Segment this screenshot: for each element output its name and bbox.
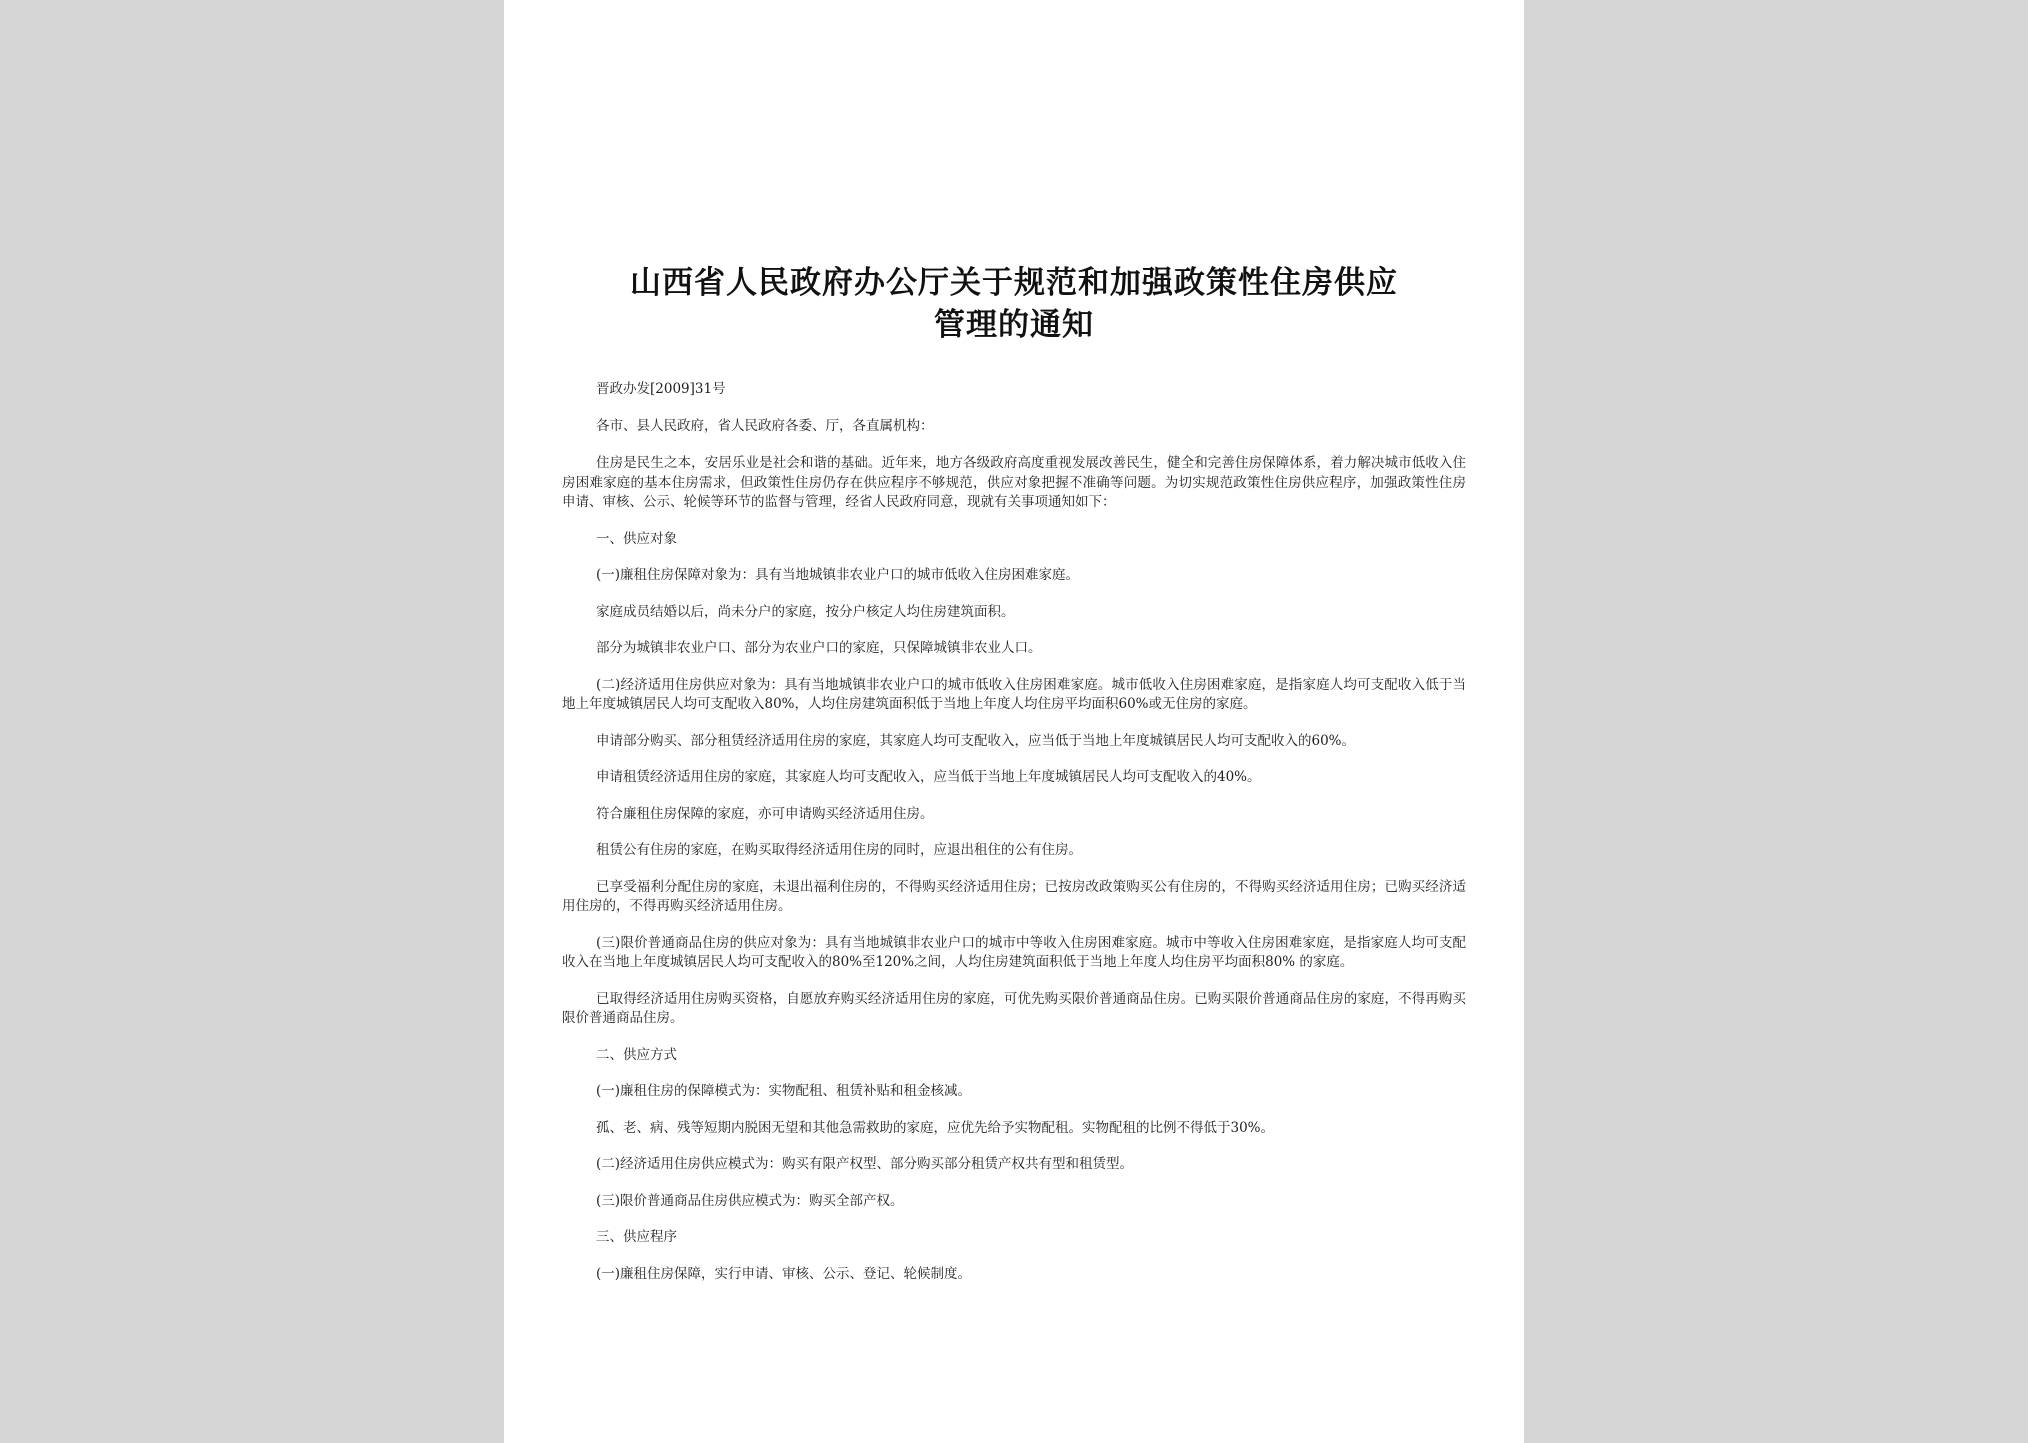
paragraph: 孤、老、病、残等短期内脱困无望和其他急需救助的家庭，应优先给予实物配租。实物配租的比例不得低于30%。: [596, 1119, 1275, 1136]
title-line-1: 山西省人民政府办公厅关于规范和加强政策性住房供应: [630, 265, 1398, 301]
paragraph: 申请部分购买、部分租赁经济适用住房的家庭，其家庭人均可支配收入，应当低于当地上年度城镇居民人均可支配收入的60%。: [596, 732, 1356, 749]
paragraph: (三)限价普通商品住房的供应对象为：具有当地城镇非农业户口的城市中等收入住房困难家庭。城市中等收入住房困难家庭，是指家庭人均可支配收入在当地上年度城镇居民人均可支配收入的80%至120%之间，人均住房建筑面积低于当地上年度人均住房平均面积80% 的家庭。: [562, 934, 1466, 970]
paragraph: 家庭成员结婚以后，尚未分户的家庭，按分户核定人均住房建筑面积。: [596, 603, 1015, 620]
salutation: 各市、县人民政府，省人民政府各委、厅，各直属机构：: [596, 418, 934, 434]
section-heading-supply-methods: 二、供应方式: [596, 1046, 677, 1063]
paragraph: (二)经济适用住房供应模式为：购买有限产权型、部分购买部分租赁产权共有型和租赁型。: [596, 1156, 1134, 1172]
document-body: [562, 454, 1466, 1284]
paragraph: 申请租赁经济适用住房的家庭，其家庭人均可支配收入，应当低于当地上年度城镇居民人均可支配收入的40%。: [596, 769, 1261, 785]
paragraph: (二)经济适用住房供应对象为：具有当地城镇非农业户口的城市低收入住房困难家庭。城市低收入住房困难家庭，是指家庭人均可支配收入低于当地上年度城镇居民人均可支配收入80%，人均住房建筑面积低于当地上年度人均住房平均面积60%或无住房的家庭。: [562, 676, 1466, 712]
paragraph: (一)廉租住房保障，实行申请、审核、公示、登记、轮候制度。: [596, 1265, 972, 1282]
section-heading-supply-targets: 一、供应对象: [596, 530, 677, 547]
paragraph: (一)廉租住房保障对象为：具有当地城镇非农业户口的城市低收入住房困难家庭。: [596, 567, 1080, 583]
paragraph: 已享受福利分配住房的家庭，未退出福利住房的，不得购买经济适用住房；已按房改政策购买公有住房的，不得购买经济适用住房；已购买经济适用住房的，不得再购买经济适用住房。: [562, 878, 1466, 914]
section-heading-supply-procedure: 三、供应程序: [596, 1229, 677, 1245]
paragraph: (一)廉租住房的保障模式为：实物配租、租赁补贴和租金核减。: [596, 1083, 972, 1099]
paragraph: 符合廉租住房保障的家庭，亦可申请购买经济适用住房。: [596, 805, 934, 822]
document-page: [504, 0, 1524, 1443]
paragraph: 租赁公有住房的家庭，在购买取得经济适用住房的同时，应退出租住的公有住房。: [596, 842, 1082, 858]
paragraph: 已取得经济适用住房购买资格，自愿放弃购买经济适用住房的家庭，可优先购买限价普通商品住房。已购买限价普通商品住房的家庭，不得再购买限价普通商品住房。: [562, 990, 1466, 1026]
paragraph: 部分为城镇非农业户口、部分为农业户口的家庭，只保障城镇非农业人口。: [596, 640, 1042, 656]
paragraph-intro: 住房是民生之本，安居乐业是社会和谐的基础。近年来，地方各级政府高度重视发展改善民生，健全和完善住房保障体系，着力解决城市低收入住房困难家庭的基本住房需求，但政策性住房仍存在供应程序不够规范，供应对象把握不准确等问题。为切实规范政策性住房供应程序，加强政策性住房申请、审核、公示、轮候等环节的监督与管理，经省人民政府同意，现就有关事项通知如下：: [562, 455, 1466, 510]
paragraph: (三)限价普通商品住房供应模式为：购买全部产权。: [596, 1192, 904, 1209]
document-title: [562, 262, 1466, 346]
title-line-2: 管理的通知: [934, 307, 1094, 343]
document-number: 晋政办发[2009]31号: [596, 381, 726, 397]
